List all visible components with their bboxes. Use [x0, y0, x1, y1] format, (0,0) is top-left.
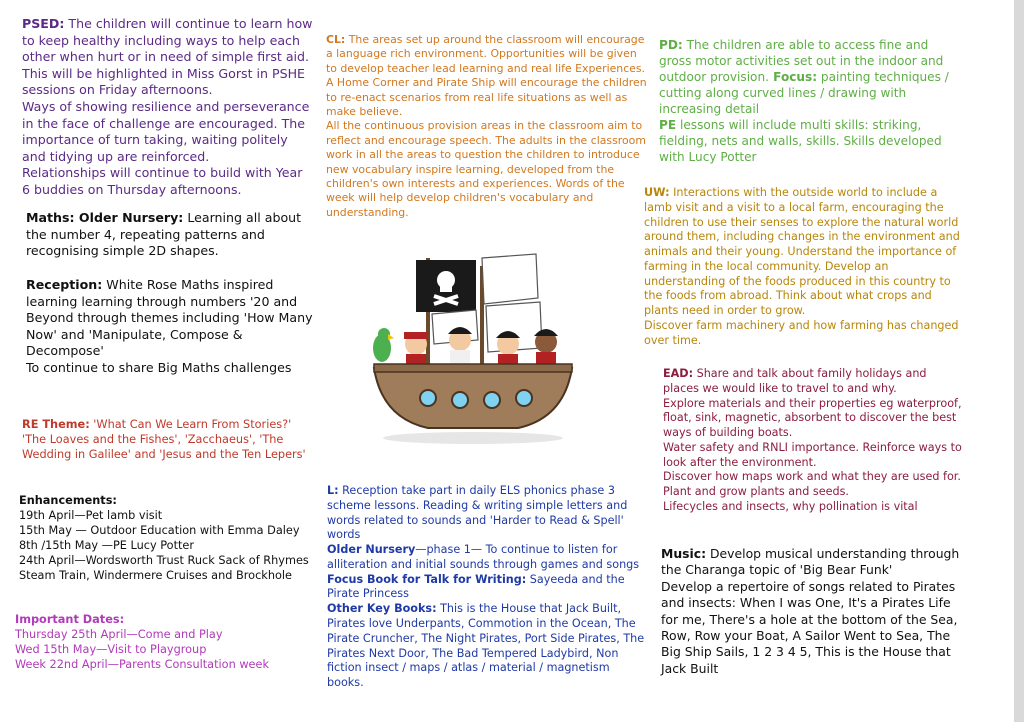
psed-section — [22, 16, 314, 199]
enhancements-section — [19, 494, 319, 583]
maths-label: Maths: Older Nursery: — [26, 210, 184, 225]
ead-line: Water safety and RNLI importance. Reinforce ways to look after the environment. — [663, 440, 962, 469]
reception-label: Reception: — [26, 277, 103, 292]
page-edge — [1014, 0, 1024, 722]
older-nursery-text: —phase 1— To continue to listen for alliteration and initial sounds through games and songs — [327, 543, 640, 571]
psed-paragraph-2: Ways of showing resilience and perseverance in the face of challenge are encouraged. The importance of turn taking, waiting politely and tidying up are reinforced. — [22, 99, 310, 164]
enhancements-label: Enhancements: — [19, 494, 117, 507]
key-books-text: This is the House that Jack Built, Pirates love Underpants, Commotion in the Ocean, The Pirate Cruncher, The Night Pirates, Port Side Pirates, The Pirates Next Door, The Bad Tempered Ladybird, Non fiction insect / maps / atlas / material / magnetism books. — [327, 602, 645, 690]
ead-text: Share and talk about family holidays and places we would like to travel to and why. — [663, 367, 927, 395]
psed-paragraph-3: Relationships will continue to build with Year 6 buddies on Thursday afternoons. — [22, 165, 303, 198]
reception-section — [26, 277, 316, 377]
pd-focus-text: painting techniques / cutting along curved lines / drawing with increasing detail — [659, 69, 949, 116]
ead-line: Plant and grow plants and seeds. — [663, 485, 849, 499]
re-theme-section — [22, 418, 312, 463]
pd-text: The children are able to access fine and gross motor activities set out in the indoor and outdoor provision. — [659, 38, 944, 84]
uw-section — [644, 186, 960, 349]
ead-line: Explore materials and their properties eg waterproof, float, sink, magnetic, absorbent to discover the best ways of building boats. — [663, 396, 962, 440]
date-item: Wed 15th May—Visit to Playgroup — [15, 642, 207, 656]
uw-paragraph-2: Discover farm machinery and how farming has changed over time. — [644, 319, 959, 347]
uw-text: Interactions with the outside world to include a lamb visit and a visit to a local farm, encouraging the children to use their senses to explore the natural world around them, including changes in the environment and animals and their young. Understand the importance of farming in the local community. Develop an understanding of the foods produced in this country to the foods from abroad. Think about what crops and plants need in order to grow. — [644, 186, 960, 318]
cl-label: CL: — [326, 33, 346, 46]
literacy-section — [327, 484, 649, 691]
cl-section — [326, 33, 648, 220]
reception-text: White Rose Maths inspired learning learning through numbers '20 and Beyond through themes including 'How Many Now' and 'Manipulate, Compose & Decompose' — [26, 277, 313, 359]
focus-book-label: Focus Book for Talk for Writing: — [327, 572, 527, 586]
ead-section — [663, 367, 963, 515]
enhancement-item: 19th April—Pet lamb visit — [19, 508, 163, 522]
key-books-label: Other Key Books: — [327, 602, 437, 616]
enhancement-item: Steam Train, Windermere Cruises and Brockhole — [19, 568, 292, 582]
date-item: Week 22nd April—Parents Consultation week — [15, 657, 270, 671]
enhancement-item: 8th /15th May —PE Lucy Potter — [19, 538, 195, 552]
pe-label: PE — [659, 117, 677, 132]
ead-label: EAD: — [663, 367, 694, 380]
cl-paragraph-2: All the continuous provision areas in the classroom aim to reflect and encourage speech. The adults in the classroom work in all the areas to question the children to introduce new vocabulary inspire learning, developed from the children's own interests and experiences. Words of the week will help develop children's vocabulary and understanding. — [326, 119, 646, 219]
music-text: Develop musical understanding through the Charanga topic of 'Big Bear Funk' — [661, 546, 960, 578]
maths-section — [26, 210, 316, 260]
pirate-ship-illustration — [368, 248, 578, 448]
focus-book-text: Sayeeda and the Pirate Princess — [327, 572, 625, 601]
uw-label: UW: — [644, 186, 670, 199]
enhancement-item: 24th April—Wordsworth Trust Ruck Sack of Rhymes — [19, 553, 309, 567]
psed-text: The children will continue to learn how to keep healthy including ways to help each other when hurt or in need of simple first aid. This will be highlighted in Miss Gorst in PSHE sessions on Friday afternoons. — [22, 16, 313, 98]
ead-line: Lifecycles and insects, why pollination is vital — [663, 500, 918, 514]
re-text: 'What Can We Learn From Stories?' 'The Loaves and the Fishes', 'Zacchaeus', 'The Wedding in Galilee' and 'Jesus and the Ten Lepers' — [22, 418, 306, 461]
literacy-label: L: — [327, 484, 339, 497]
maths-text: Learning all about the number 4, repeating patterns and recognising simple 2D shapes. — [26, 210, 302, 259]
pe-text: lessons will include multi skills: striking, fielding, nets and walls, skills. Skills developed with Lucy Potter — [659, 117, 942, 164]
pd-focus-label: Focus: — [768, 69, 818, 84]
cl-text: The areas set up around the classroom will encourage a language rich environment. Opportunities will be given to develop teacher lead learning and real life Experiences. A Home Corner and Pirate Ship will encourage the children to re-enact scenarios from real life situations as well as make believe. — [326, 33, 647, 118]
important-dates-section — [15, 613, 315, 673]
psed-label: PSED: — [22, 16, 65, 31]
re-label: RE Theme: — [22, 418, 90, 431]
pd-label: PD: — [659, 38, 683, 52]
music-label: Music: — [661, 546, 707, 561]
enhancement-item: 15th May — Outdoor Education with Emma Daley — [19, 523, 300, 537]
reception-paragraph-2: To continue to share Big Maths challenges — [26, 360, 292, 376]
ead-line: Discover how maps work and what they are used for. — [663, 470, 961, 484]
important-dates-label: Important Dates: — [15, 613, 125, 626]
pd-section — [659, 38, 959, 166]
literacy-text: Reception take part in daily ELS phonics phase 3 scheme lessons. Reading & writing simple letters and words related to sounds and 'Harder to Read & Spell' words — [327, 484, 628, 542]
date-item: Thursday 25th April—Come and Play — [15, 627, 223, 641]
older-nursery-label: Older Nursery — [327, 543, 416, 557]
music-section — [661, 546, 961, 677]
music-paragraph-2: Develop a repertoire of songs related to Pirates and insects: When I was One, It's a Pirates Life for me, There's a hole at the bottom of the Sea, Row, Row your Boat, A Sailor Went to Sea, The Big Ship Sails, 1 2 3 4 5, This is the House that Jack Built — [661, 578, 958, 676]
